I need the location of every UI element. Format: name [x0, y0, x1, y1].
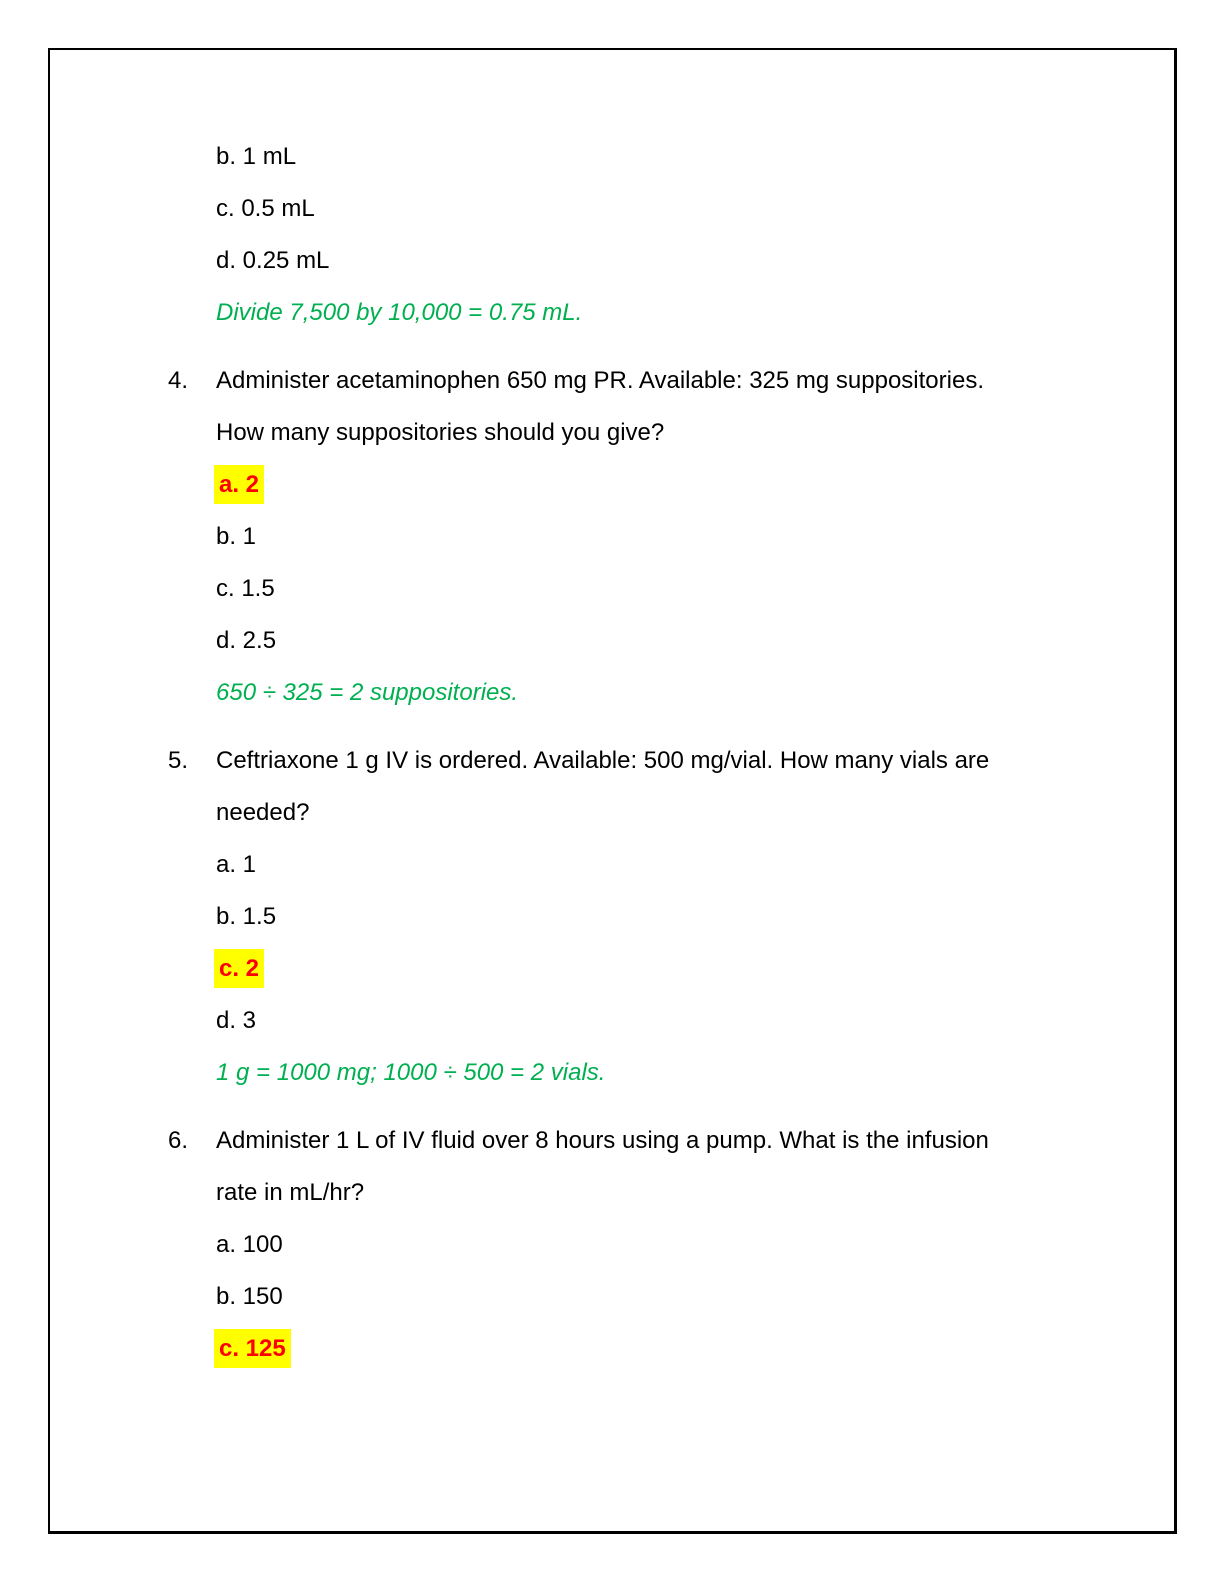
question-text-line: How many suppositories should you give?: [216, 419, 665, 446]
question-number: 5.: [168, 747, 189, 774]
answer-option: c. 1.5: [216, 575, 275, 602]
question-text-line: [168, 1115, 1161, 1167]
answer-explanation: 1 g = 1000 mg; 1000 ÷ 500 = 2 vials.: [216, 1059, 606, 1086]
answer-option: b. 1: [216, 523, 257, 550]
answer-option: a. 100: [216, 1231, 283, 1258]
answer-explanation: 650 ÷ 325 = 2 suppositories.: [216, 679, 519, 706]
question-text-line: needed?: [216, 799, 310, 826]
question-text: Ceftriaxone 1 g IV is ordered. Available: 500 mg/vial. How many vials are: [216, 747, 990, 774]
correct-answer-highlight: c. 2: [214, 949, 264, 988]
question-text-line: [168, 355, 1161, 407]
correct-answer-highlight: a. 2: [214, 465, 264, 504]
question-text: Administer 1 L of IV fluid over 8 hours using a pump. What is the infusion: [216, 1127, 989, 1154]
question-number: 6.: [168, 1127, 189, 1154]
answer-option: b. 1.5: [216, 903, 277, 930]
answer-explanation: Divide 7,500 by 10,000 = 0.75 mL.: [216, 299, 583, 326]
quiz-content: [168, 131, 1161, 1375]
answer-option: [216, 1323, 1161, 1375]
answer-option: d. 3: [216, 1007, 257, 1034]
answer-option: [216, 943, 1161, 995]
question-text-line: rate in mL/hr?: [216, 1179, 365, 1206]
question-text: Administer acetaminophen 650 mg PR. Available: 325 mg suppositories.: [216, 367, 984, 394]
answer-option: c. 0.5 mL: [216, 195, 315, 222]
correct-answer-highlight: c. 125: [214, 1329, 291, 1368]
answer-option: b. 150: [216, 1283, 283, 1310]
question-text-line: [168, 735, 1161, 787]
answer-option: d. 2.5: [216, 627, 277, 654]
question-number: 4.: [168, 367, 189, 394]
answer-option: b. 1 mL: [216, 143, 297, 170]
answer-option: d. 0.25 mL: [216, 247, 330, 274]
answer-option: a. 1: [216, 851, 257, 878]
answer-option: [216, 459, 1161, 511]
